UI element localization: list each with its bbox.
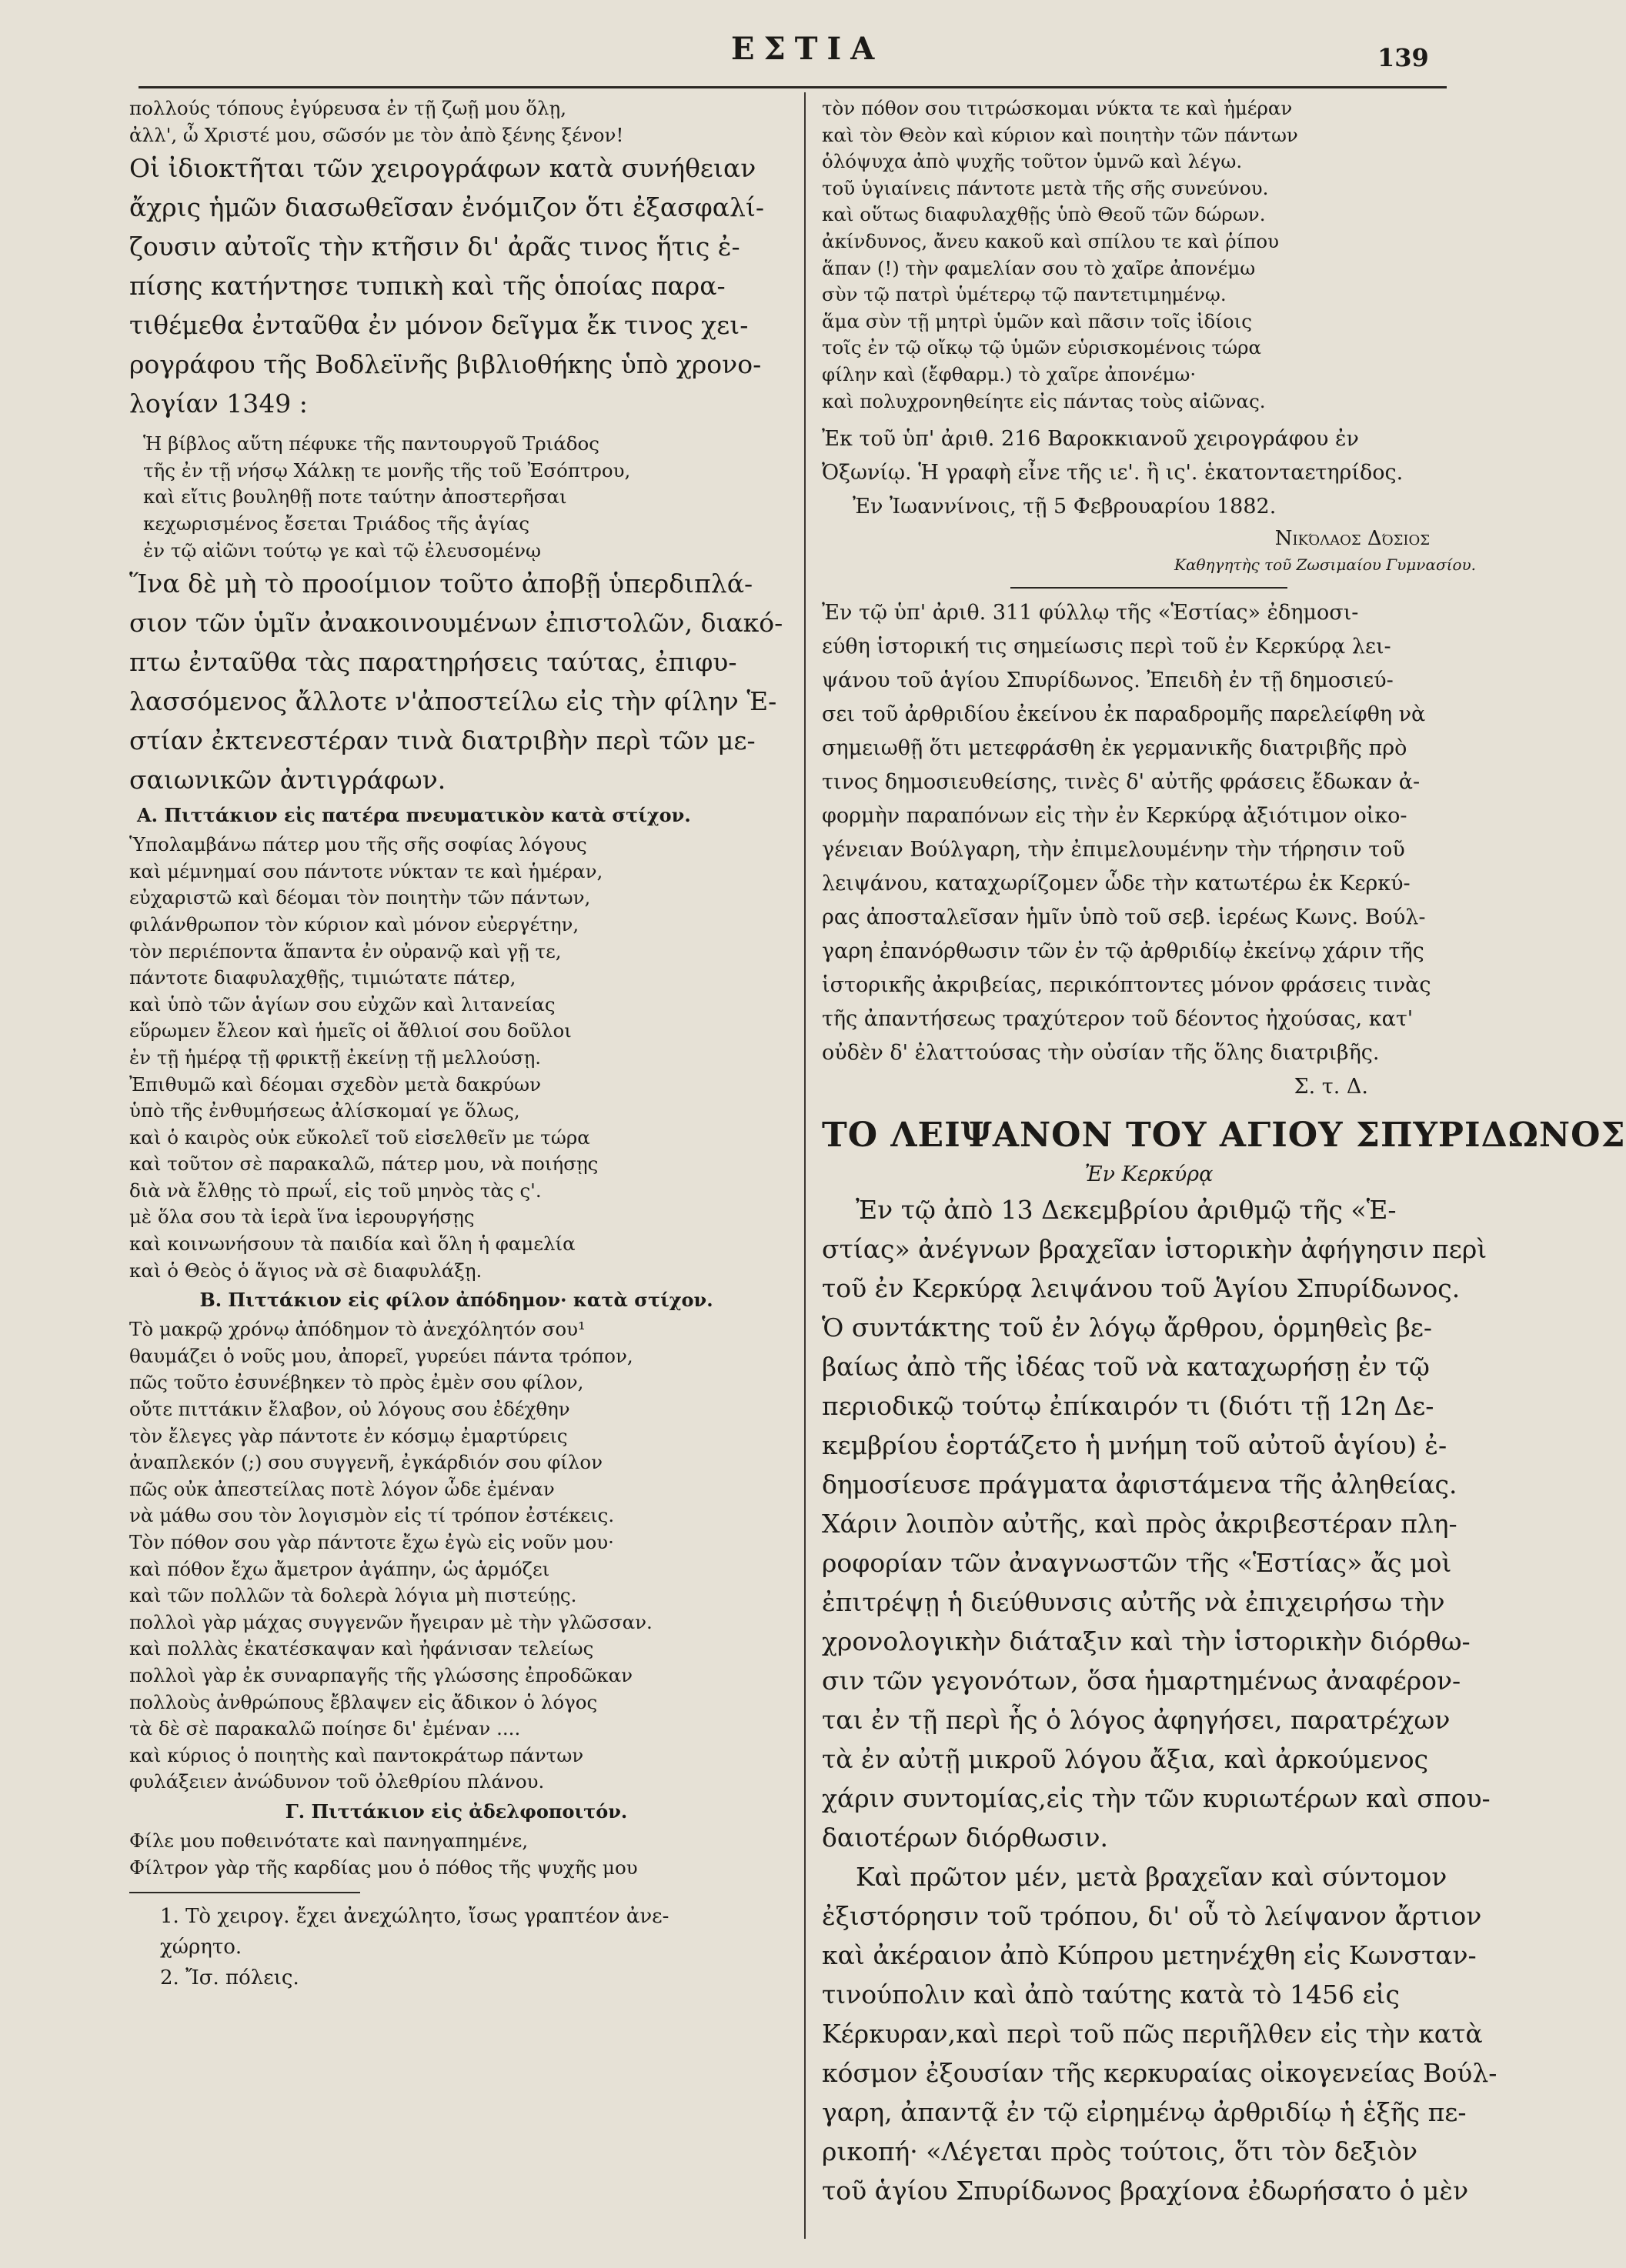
text-line: τιθέμεθα ἐνταῦθα ἐν μόνον δεῖγμα ἔκ τινος χει- [129,310,749,341]
text-line: ροφορίαν τῶν ἀναγνωστῶν τῆς «Ἑστίας» ἄς μοὶ [822,1548,1452,1579]
text-line: σαιωνικῶν ἀντιγράφων. [129,765,446,795]
poem-c-continued [822,95,1476,415]
poem-a [129,832,783,1284]
footnote: 1. Τὸ χειρογ. ἔχει ἀνεχώλητο, ἴσως γραπτέον ἀνε- [160,1905,669,1929]
text-line: τινος δημοσιευθείσης, τινὲς δ' αὐτῆς φράσεις ἔδωκαν ἀ- [822,770,1421,795]
poem-line: ἀλλ', ὦ Χριστέ μου, σῶσόν με τὸν ἀπὸ ξένης ξένον! [129,123,624,146]
poem-line: καὶ ὁ Θεὸς ὁ ἅγιος νὰ σὲ διαφυλάξῃ. [129,1259,482,1282]
signature-name: Νικόλαος Δόσιος [1274,527,1430,551]
poem-line: πῶς τοῦτο ἐσυνέβηκεν τὸ πρὸς ἐμὲν σου φίλον, [129,1371,584,1394]
poem-line: καὶ κοινωνήσουν τὰ παιδία καὶ ὅλη ἡ φαμελία [129,1232,576,1256]
poem-line: καὶ τοῦτον σὲ παρακαλῶ, πάτερ μου, νὰ ποιήσῃς [129,1152,599,1176]
text-line: Κέρκυραν,καὶ περὶ τοῦ πῶς περιῆλθεν εἰς τὴν κατὰ [822,2019,1483,2050]
quote-line: ἐν τῷ αἰῶνι τούτῳ γε καὶ τῷ ἐλευσομένῳ [143,539,542,562]
text-line: γένειαν Βούλγαρη, τὴν ἐπιμελουμένην τὴν τήρησιν τοῦ [822,838,1405,862]
text-line: ἱστορικῆς ἀκριβείας, περικόπτοντες μόνον φράσεις τινὰς [822,973,1431,998]
poem-line: τὸν ἔλεγες γὰρ πάντοτε ἐν κόσμῳ ἐμαρτύρεις [129,1424,568,1447]
article-paragraph-2 [822,1857,1497,2210]
poem-line: ὑπὸ τῆς ἐνθυμήσεως ἀλίσκομαί γε ὅλως, [129,1099,520,1122]
quote-line: τῆς ἐν τῇ νήσῳ Χάλκῃ τε μονῆς τῆς τοῦ Ἐσόπτρου, [143,459,631,482]
poem-line: ἀναπλεκόν (;) σου συγγενῆ, ἐγκάρδιόν σου φίλον [129,1451,603,1474]
footnotes [129,1901,783,1993]
poem-line: Τὸν πόθον σου γὰρ πάντοτε ἔχω ἐγὼ εἰς νοῦν μου· [129,1531,614,1553]
poem-line: θαυμάζει ὁ νοῦς μου, ἀπορεῖ, γυρεύει πάντα τρόπον, [129,1344,633,1367]
text-line: ρας ἀποσταλεῖσαν ἡμῖν ὑπὸ τοῦ σεβ. ἱερέως Κωνς. Βούλ- [822,906,1426,930]
text-line: πτω ἐνταῦθα τὰς παρατηρήσεις ταύτας, ἐπιφυ- [129,647,737,678]
text-line: γαρη, ἀπαντᾷ ἐν τῷ εἰρημένῳ ἀρθριδίῳ ἡ ἑξῆς πε- [822,2097,1467,2128]
text-line: ρικοπή· «Λέγεται πρὸς τούτοις, ὅτι τὸν δεξιὸν [822,2136,1418,2167]
source-note [822,422,1476,490]
poem-line: καὶ μέμνημαί σου πάντοτε νύκταν τε καὶ ἡμέραν, [129,859,603,882]
footnote: χώρητο. [160,1936,242,1959]
text-line: Ἐκ τοῦ ὑπ' ἀριθ. 216 Βαροκκιανοῦ χειρογράφου ἐν [822,427,1359,452]
quote-line: κεχωρισμένος ἔσεται Τριάδος τῆς ἁγίας [143,512,530,535]
section-heading-a: Α. Πιττάκιον εἰς πατέρα πνευματικὸν κατὰ στίχον. [137,804,691,827]
text-line: Ὁ συντάκτης τοῦ ἐν λόγῳ ἄρθρου, ὁρμηθεὶς βε- [822,1312,1433,1343]
quote-line: καὶ εἴτις βουληθῇ ποτε ταύτην ἀποστερῆσαι [143,485,567,509]
header-rule [139,86,1447,88]
poem-line: τὰ δὲ σὲ παρακαλῶ ποίησε δι' ἐμέναν .... [129,1717,521,1740]
text-line: ζουσιν αὐτοῖς τὴν κτῆσιν δι' ἀρᾶς τινος ἥτις ἐ- [129,232,740,262]
text-line: χάριν συντομίας,εἰς τὴν τῶν κυριωτέρων καὶ σπου- [822,1783,1491,1814]
text-line: ἐπιτρέψῃ ἡ διεύθυνσις αὐτῆς νὰ ἐπιχειρήσω τὴν [822,1587,1445,1618]
poem-line: εὐχαριστῶ καὶ δέομαι τὸν ποιητὴν τῶν πάντων, [129,886,591,909]
text-line: βαίως ἀπὸ τῆς ἰδέας τοῦ νὰ καταχωρήσῃ ἐν τῷ [822,1352,1430,1382]
paragraph-manuscript-curse-intro [129,148,783,423]
poem-line: φυλάξειεν ἀνώδυνον τοῦ ὀλεθρίου πλάνου. [129,1770,545,1793]
footnote-rule [129,1892,360,1893]
text-line: κόσμον ἐξουσίαν τῆς κερκυραίας οἰκογενείας Βούλ- [822,2058,1497,2089]
poem-line: καὶ τὸν Θεὸν καὶ κύριον καὶ ποιητὴν τῶν πάντων [822,123,1298,146]
poem-line: πολλοὶ γὰρ ἐκ συναρπαγῆς τῆς γλώσσης ἐπροδῶκαν [129,1663,633,1686]
paragraph-preface-end [129,564,783,799]
poem-line: καὶ ὑπὸ τῶν ἁγίων σου εὐχῶν καὶ λιτανείας [129,992,556,1016]
section-rule [1010,587,1287,589]
text-line: χρονολογικὴν διάταξιν καὶ τὴν ἱστορικὴν διόρθω- [822,1626,1471,1657]
dateline: Ἐν Ἰωαννίνοις, τῇ 5 Φεβρουαρίου 1882. [853,495,1277,519]
signature-title: Καθηγητὴς τοῦ Ζωσιμαίου Γυμνασίου. [1174,555,1476,575]
page-number: 139 [1377,43,1429,72]
poem-b [129,1316,783,1796]
text-line: Χάριν λοιπὸν αὐτῆς, καὶ πρὸς ἀκριβεστέραν πλη- [822,1509,1457,1539]
text-line: γαρη ἐπανόρθωσιν τῶν ἐν τῷ ἀρθριδίῳ ἐκείνῳ χάριν τῆς [822,939,1424,964]
text-line: στίας» ἀνέγνων βραχεῖαν ἱστορικὴν ἀφήγησιν περὶ [822,1234,1487,1265]
text-line: λασσόμενος ἄλλοτε ν'ἀποστείλω εἰς τὴν φίλην Ἑ- [129,686,777,717]
poem-line: πολλούς τόπους ἐγύρευσα ἐν τῇ ζωῇ μου ὅλῃ, [129,97,567,119]
text-line: σει τοῦ ἀρθριδίου ἐκείνου ἐκ παραδρομῆς παρελείφθη νὰ [822,702,1426,727]
text-line: σιον τῶν ὑμῖν ἀνακοινουμένων ἐπιστολῶν, διακό- [129,608,783,639]
poem-line: εὕρωμεν ἔλεον καὶ ἡμεῖς οἱ ἄθλιοί σου δοῦλοι [129,1019,572,1042]
poem-line: πολλοὺς ἀνθρώπους ἔβλαψεν εἰς ἄδικον ὁ λόγος [129,1690,598,1713]
poem-line: μὲ ὅλα σου τὰ ἱερὰ ἵνα ἱερουργήσῃς [129,1206,475,1229]
poem-line: Φίλε μου ποθεινότατε καὶ πανηγαπημένε, [129,1829,529,1852]
text-line: σιν τῶν γεγονότων, ὅσα ἡμαρτημένως ἀναφέρον- [822,1666,1461,1696]
poem-line: ὁλόψυχα ἀπὸ ψυχῆς τοῦτον ὑμνῶ καὶ λέγω. [822,150,1243,173]
text-line: Ὀξωνίῳ. Ἡ γραφὴ εἶνε τῆς ιε'. ἢ ις'. ἑκατονταετηρίδος. [822,461,1404,485]
notice-signature: Σ. τ. Δ. [1294,1075,1368,1099]
poem-line: τοῖς ἐν τῷ οἴκῳ τῷ ὑμῶν εὑρισκομένοις τώρα [822,336,1262,359]
text-line: δημοσίευσε πράγματα ἀφιστάμενα τῆς ἀληθείας. [822,1469,1457,1500]
text-line: φορμὴν παραπόνων εἰς τὴν ἐν Κερκύρᾳ ἀξιότιμον οἰκο- [822,804,1407,829]
text-line: Ἐν τῷ ὑπ' ἀριθ. 311 φύλλῳ τῆς «Ἑστίας» ἐδημοσι- [822,601,1359,625]
poem-line: οὔτε πιττάκιν ἔλαβον, οὐ λόγους σου ἐδέχθην [129,1398,570,1421]
poem-line: Τὸ μακρῷ χρόνῳ ἀπόδημον τὸ ἀνεχόλητόν σου¹ [129,1318,586,1341]
text-line: λειψάνου, καταχωρίζομεν ὧδε τὴν κατωτέρω ἐκ Κερκύ- [822,872,1411,896]
poem-line: διὰ νὰ ἔλθῃς τὸ πρωΐ, εἰς τοῦ μηνὸς τὰς ς'. [129,1179,542,1202]
poem-line: σὺν τῷ πατρὶ ὑμέτερῳ τῷ παντετιμημένῳ. [822,283,1227,306]
quote-line: Ἡ βίβλος αὕτη πέφυκε τῆς παντουργοῦ Τριάδος [143,432,599,455]
left-column [129,95,783,2242]
text-line: τοῦ ἁγίου Σπυρίδωνος βραχίονα ἐδωρήσατο ὁ μὲν [822,2176,1469,2206]
text-line: κεμβρίου ἑορτάζετο ἡ μνήμη τοῦ αὐτοῦ ἁγίου) ἐ- [822,1430,1447,1461]
text-line: Καὶ πρῶτον μέν, μετὰ βραχεῖαν καὶ σύντομον [856,1862,1447,1893]
text-line: καὶ ἀκέραιον ἀπὸ Κύπρου μετηνέχθη εἰς Κωνσταν- [822,1940,1477,1971]
text-line: τῆς ἀπαντήσεως τραχύτερον τοῦ δέοντος ἠχούσας, κατ' [822,1007,1414,1032]
text-line: λογίαν 1349 : [129,389,308,419]
poem-line: φίλην καὶ (ἔφθαρμ.) τὸ χαῖρε ἀπονέμω· [822,362,1197,385]
text-line: ψάνου τοῦ ἁγίου Σπυρίδωνος. Ἐπειδὴ ἐν τῇ δημοσιεύ- [822,669,1394,693]
text-line: περιοδικῷ τούτῳ ἐπίκαιρόν τι (διότι τῇ 12η Δε- [822,1391,1434,1422]
poem-line: Ὑπολαμβάνω πάτερ μου τῆς σῆς σοφίας λόγους [129,833,587,856]
article-paragraph-1 [822,1190,1491,1857]
text-line: Ἵνα δὲ μὴ τὸ προοίμιον τοῦτο ἀποβῇ ὑπερδιπλά- [129,569,753,599]
text-line: πίσης κατήντησε τυπικὴ καὶ τῆς ὁποίας παρα- [129,271,726,302]
text-line: δαιοτέρων διόρθωσιν. [822,1823,1109,1853]
text-line: ἄχρις ἡμῶν διασωθεῖσαν ἐνόμιζον ὅτι ἐξασφαλί- [129,192,765,223]
footnote: 2. Ἴσ. πόλεις. [160,1966,299,1990]
poem-line: ἀκίνδυνος, ἄνευ κακοῦ καὶ σπίλου τε καὶ ῥίπου [822,229,1280,252]
poem-line: τὸν πόθον σου τιτρώσκομαι νύκτα τε καὶ ἡμέραν [822,97,1293,119]
poem-line: καὶ τῶν πολλῶν τὰ δολερὰ λόγια μὴ πιστεύῃς. [129,1584,577,1607]
page-header-title: ΕΣΤΙΑ [731,31,884,67]
poem-line: καὶ πόθον ἔχω ἄμετρον ἀγάπην, ὡς ἁρμόζει [129,1557,550,1580]
poem-line: ἅμα σὺν τῇ μητρὶ ὑμῶν καὶ πᾶσιν τοῖς ἰδίοις [822,309,1252,332]
poem-line: καὶ οὕτως διαφυλαχθῇς ὑπὸ Θεοῦ τῶν δώρων. [822,203,1266,226]
editorial-notice [822,596,1476,1070]
poem-line: νὰ μάθω σου τὸν λογισμὸν εἰς τί τρόπον ἐστέκεις. [129,1504,615,1527]
poem-line: πολλοὶ γὰρ μάχας συγγενῶν ἤγειραν μὲ τὴν γλῶσσαν. [129,1610,653,1633]
article-title: ΤΟ ΛΕΙΨΑΝΟΝ ΤΟΥ ΑΓΙΟΥ ΣΠΥΡΙΔΩΝΟΣ [822,1116,1626,1156]
text-line: στίαν ἐκτενεστέραν τινὰ διατριβὴν περὶ τῶν με- [129,725,756,756]
section-heading-c: Γ. Πιττάκιον εἰς ἀδελφοποιτόν. [285,1799,628,1823]
poem-line: καὶ ὁ καιρὸς οὐκ εὔκολεῖ τοῦ εἰσελθεῖν με τώρα [129,1126,590,1149]
poem-line: φιλάνθρωπον τὸν κύριον καὶ μόνον εὐεργέτην, [129,912,579,936]
poem-c [129,1828,783,1881]
text-line: ρογράφου τῆς Βοδλεϊνῆς βιβλιοθήκης ὑπὸ χρονο- [129,349,762,380]
poem-line: ἅπαν (!) τὴν φαμελίαν σου τὸ χαῖρε ἀπονέμω [822,256,1256,279]
text-line: οὐδὲν δ' ἐλαττούσας τὴν οὐσίαν τῆς ὅλης διατριβῆς. [822,1041,1380,1066]
article-place: Ἐν Κερκύρᾳ [1084,1162,1214,1187]
text-line: Οἱ ἰδιοκτῆται τῶν χειρογράφων κατὰ συνήθειαν [129,153,756,184]
poem-line: ἐν τῇ ἡμέρᾳ τῇ φρικτῇ ἐκείνῃ τῇ μελλούσῃ. [129,1046,542,1069]
text-line: τινούπολιν καὶ ἀπὸ ταύτης κατὰ τὸ 1456 εἰς [822,1979,1400,2010]
poem-open [129,95,783,148]
text-line: σημειωθῇ ὅτι μετεφράσθη ἐκ γερμανικῆς διατριβῆς πρὸ [822,736,1407,761]
poem-line: τὸν περιέποντα ἅπαντα ἐν οὐρανῷ καὶ γῇ τε, [129,939,562,962]
text-line: Ἐν τῷ ἀπὸ 13 Δεκεμβρίου ἀριθμῷ τῆς «Ἑ- [856,1195,1397,1226]
column-divider [804,92,806,2239]
text-line: τὰ ἐν αὐτῇ μικροῦ λόγου ἄξια, καὶ ἀρκούμενος [822,1744,1429,1775]
poem-line: πάντοτε διαφυλαχθῇς, τιμιώτατε πάτερ, [129,966,516,989]
poem-line: Φίλτρον γὰρ τῆς καρδίας μου ὁ πόθος τῆς ψυχῆς μου [129,1856,638,1879]
text-line: εύθη ἱστορική τις σημείωσις περὶ τοῦ ἐν Κερκύρᾳ λει- [822,635,1391,659]
curse-quote [129,431,783,564]
text-line: ται ἐν τῇ περὶ ἧς ὁ λόγος ἀφηγήσει, παρατρέχων [822,1705,1451,1736]
poem-line: τοῦ ὑγιαίνεις πάντοτε μετὰ τῆς σῆς συνεύνου. [822,176,1269,199]
section-heading-b: Β. Πιττάκιον εἰς φίλον ἀπόδημον· κατὰ στίχον. [199,1289,713,1312]
poem-line: καὶ πολυχρονηθείητε εἰς πάντας τοὺς αἰῶνας. [822,389,1266,412]
poem-line: καὶ πολλὰς ἐκατέσκαψαν καὶ ἠφάνισαν τελείως [129,1637,594,1660]
poem-line: πῶς οὐκ ἀπεστείλας ποτὲ λόγον ὧδε ἐμέναν [129,1477,555,1500]
text-line: ἐξιστόρησιν τοῦ τρόπου, δι' οὗ τὸ λείψανον ἄρτιον [822,1901,1482,1932]
text-line: τοῦ ἐν Κερκύρᾳ λειψάνου τοῦ Ἁγίου Σπυρίδωνος. [822,1273,1461,1304]
poem-line: καὶ κύριος ὁ ποιητὴς καὶ παντοκράτωρ πάντων [129,1743,584,1766]
right-column [822,95,1626,2242]
poem-line: Ἐπιθυμῶ καὶ δέομαι σχεδὸν μετὰ δακρύων [129,1072,541,1096]
